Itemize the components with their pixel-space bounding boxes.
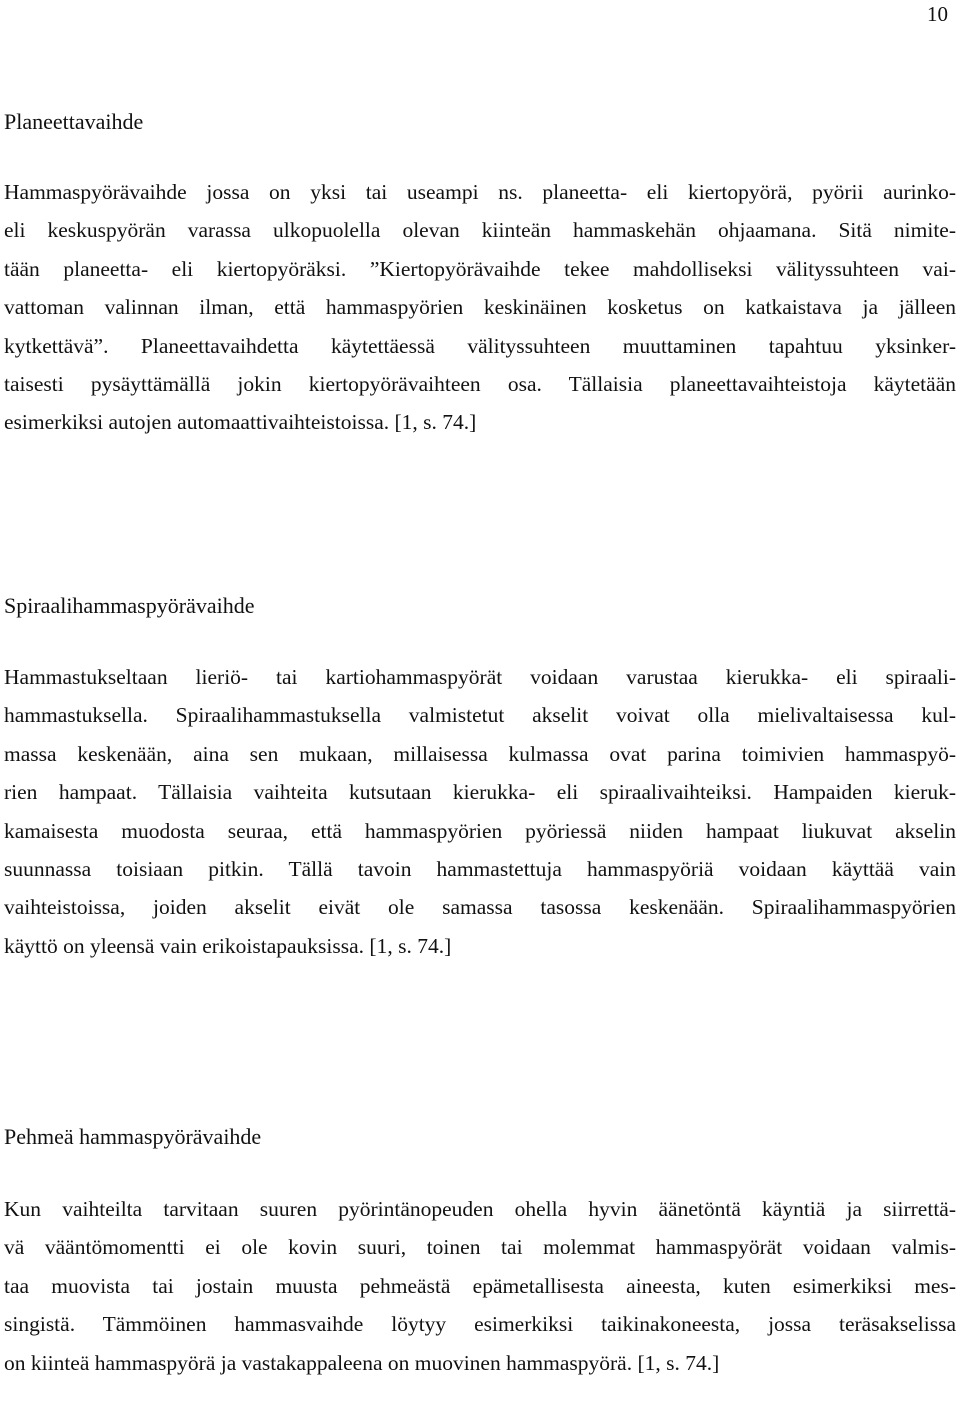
paragraph-line: rien hampaat. Tällaisia vaihteita kutsutaan kierukka- eli spiraalivaihteiksi. Hampaiden kieruk- bbox=[4, 780, 956, 805]
paragraph-line: singistä. Tämmöinen hammasvaihde löytyy esimerkiksi taikinakoneesta, jossa teräsakselissa bbox=[4, 1312, 956, 1337]
paragraph-line: taa muovista tai jostain muusta pehmeästä epämetallisesta aineesta, kuten esimerkiksi mes- bbox=[4, 1273, 956, 1298]
paragraph-line: kytkettävä”. Planeettavaihdetta käytettäessä välityssuhteen muuttaminen tapahtuu yksinker- bbox=[4, 333, 956, 358]
section-body-planeettavaihde bbox=[4, 173, 956, 442]
paragraph-line: Hammaspyörävaihde jossa on yksi tai useampi ns. planeetta- eli kiertopyörä, pyörii aurinko- bbox=[4, 180, 956, 204]
paragraph-line: vaihteistoissa, joiden akselit eivät ole samassa tasossa keskenään. Spiraalihammaspyörien bbox=[4, 895, 956, 920]
paragraph-line: hammastuksella. Spiraalihammastuksella valmistetut akselit voivat olla mielivaltaisessa kul- bbox=[4, 703, 956, 728]
paragraph-line: Hammastukseltaan lieriö- tai kartiohammaspyörät voidaan varustaa kierukka- eli spiraali- bbox=[4, 665, 956, 689]
page-number: 10 bbox=[927, 2, 948, 26]
paragraph-line: kamaisesta muodosta seuraa, että hammaspyörien pyöriessä niiden hampaat liukuvat akselin bbox=[4, 818, 956, 843]
paragraph-line: esimerkiksi autojen automaattivaihteistoissa. [1, s. 74.] bbox=[4, 410, 477, 435]
section-heading-planeettavaihde: Planeettavaihde bbox=[4, 109, 144, 134]
paragraph-line: vä vääntömomentti ei ole kovin suuri, toinen tai molemmat hammaspyörät voidaan valmis- bbox=[4, 1235, 956, 1260]
paragraph-line: vattoman valinnan ilman, että hammaspyörien keskinäinen kosketus on katkaistava ja jälleen bbox=[4, 295, 956, 320]
section-body-pehmea-hammaspyoravaihde bbox=[4, 1190, 956, 1382]
paragraph-line: suunnassa toisiaan pitkin. Tällä tavoin hammastettuja hammaspyöriä voidaan käyttää vain bbox=[4, 857, 956, 882]
section-heading-pehmea-hammaspyoravaihde: Pehmeä hammaspyörävaihde bbox=[4, 1124, 262, 1149]
paragraph-line: eli keskuspyörän varassa ulkopuolella olevan kiinteän hammaskehän ohjaamana. Sitä nimite- bbox=[4, 218, 956, 243]
paragraph-line: taisesti pysäyttämällä jokin kiertopyörävaihteen osa. Tällaisia planeettavaihteistoja käytetään bbox=[4, 372, 956, 397]
paragraph-line: käyttö on yleensä vain erikoistapauksissa. [1, s. 74.] bbox=[4, 933, 452, 958]
section-heading-spiraalihammaspyoravaihde: Spiraalihammaspyörävaihde bbox=[4, 593, 255, 618]
paragraph-line: Kun vaihteilta tarvitaan suuren pyörintänopeuden ohella hyvin äänetöntä käyntiä ja siirrettä- bbox=[4, 1197, 956, 1221]
paragraph-line: tään planeetta- eli kiertopyöräksi. ”Kiertopyörävaihde tekee mahdolliseksi välityssuhteen vai- bbox=[4, 256, 956, 281]
section-body-spiraalihammaspyoravaihde bbox=[4, 658, 956, 965]
paragraph-line: on kiinteä hammaspyörä ja vastakappaleena on muovinen hammaspyörä. [1, s. 74.] bbox=[4, 1350, 720, 1375]
paragraph-line: massa keskenään, aina sen mukaan, millaisessa kulmassa ovat parina toimivien hammaspyö- bbox=[4, 741, 956, 766]
